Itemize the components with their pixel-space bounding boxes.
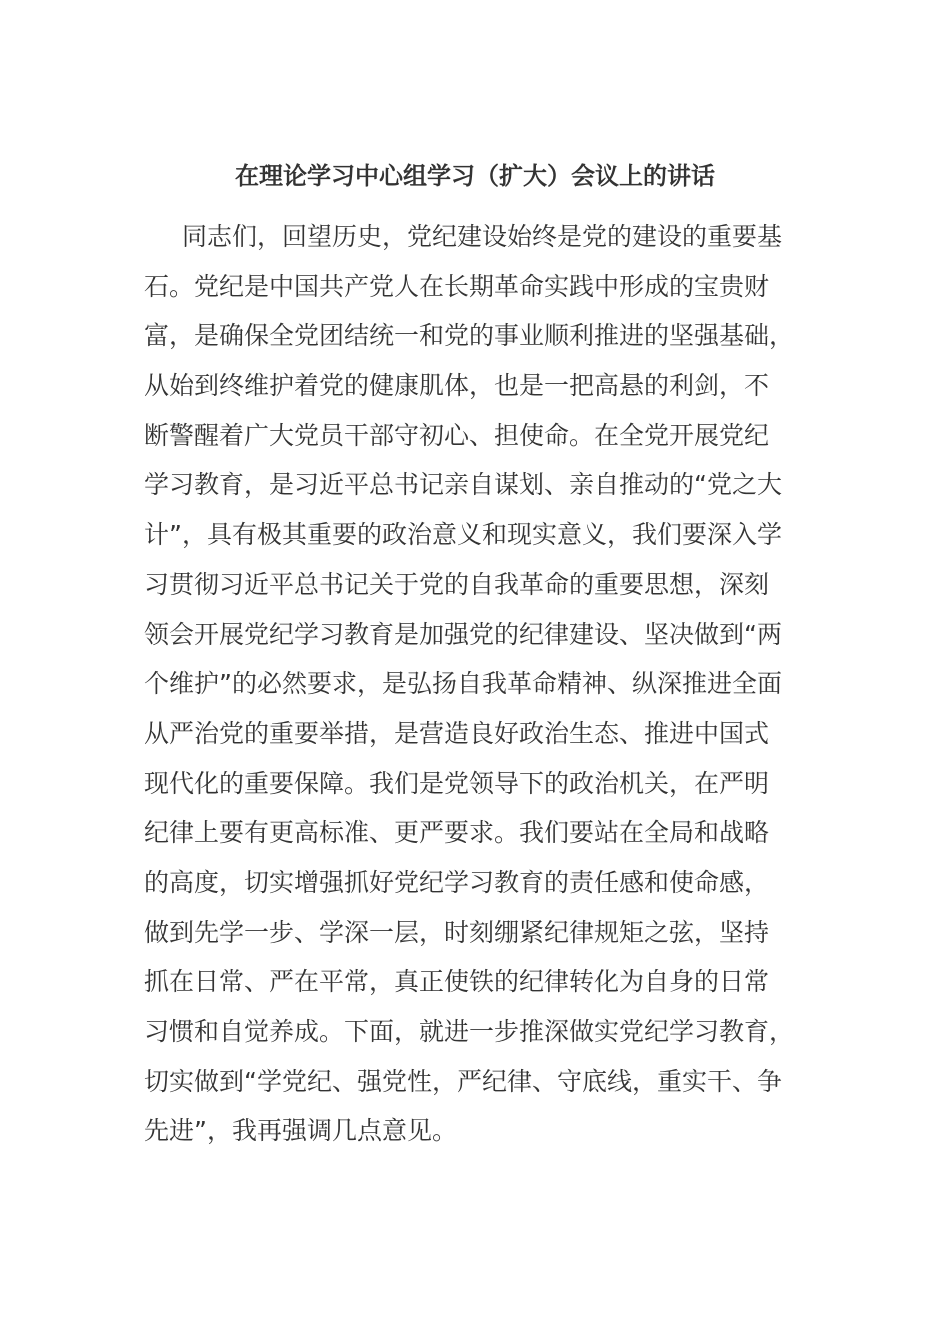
- body-line: 现代化的重要保障。我们是党领导下的政治机关，在严明: [144, 768, 770, 798]
- body-line: 纪律上要有更高标准、更严要求。我们要站在全局和战略: [144, 818, 770, 848]
- body-line: 断警醒着广大党员干部守初心、担使命。在全党开展党纪: [144, 420, 770, 450]
- body-line: 习贯彻习近平总书记关于党的自我革命的重要思想，深刻: [144, 569, 770, 599]
- body-line: 石。党纪是中国共产党人在长期革命实践中形成的宝贵财: [144, 271, 770, 301]
- body-line: 习惯和自觉养成。下面，就进一步推深做实党纪学习教育，: [144, 1017, 795, 1046]
- body-line: 从严治党的重要举措，是营造良好政治生态、推进中国式: [144, 718, 770, 748]
- body-line: 从始到终维护着党的健康肌体，也是一把高悬的利剑，不: [144, 371, 770, 401]
- body-line: 个维护”的必然要求，是弘扬自我革命精神、纵深推进全面: [144, 669, 782, 699]
- body-line: 学习教育，是习近平总书记亲自谋划、亲自推动的“党之大: [144, 470, 782, 500]
- body-line: 切实做到“学党纪、强党性，严纪律、守底线，重实干、争: [144, 1066, 782, 1096]
- body-line: 富，是确保全党团结统一和党的事业顺利推进的坚强基础，: [144, 321, 795, 351]
- body-line: 做到先学一步、学深一层，时刻绷紧纪律规矩之弦，坚持: [144, 917, 770, 947]
- body-line: 领会开展党纪学习教育是加强党的纪律建设、坚决做到“两: [144, 619, 782, 649]
- body-line: 先进”，我再强调几点意见。: [144, 1116, 457, 1146]
- body-line: 抓在日常、严在平常，真正使铁的纪律转化为自身的日常: [144, 967, 770, 997]
- document-title: 在理论学习中心组学习（扩大）会议上的讲话: [235, 162, 715, 190]
- body-line: 的高度，切实增强抓好党纪学习教育的责任感和使命感，: [144, 867, 770, 897]
- body-line: 计”，具有极其重要的政治意义和现实意义，我们要深入学: [144, 520, 782, 550]
- document-body: [144, 212, 814, 1156]
- body-line: 同志们，回望历史，党纪建设始终是党的建设的重要基: [182, 222, 783, 251]
